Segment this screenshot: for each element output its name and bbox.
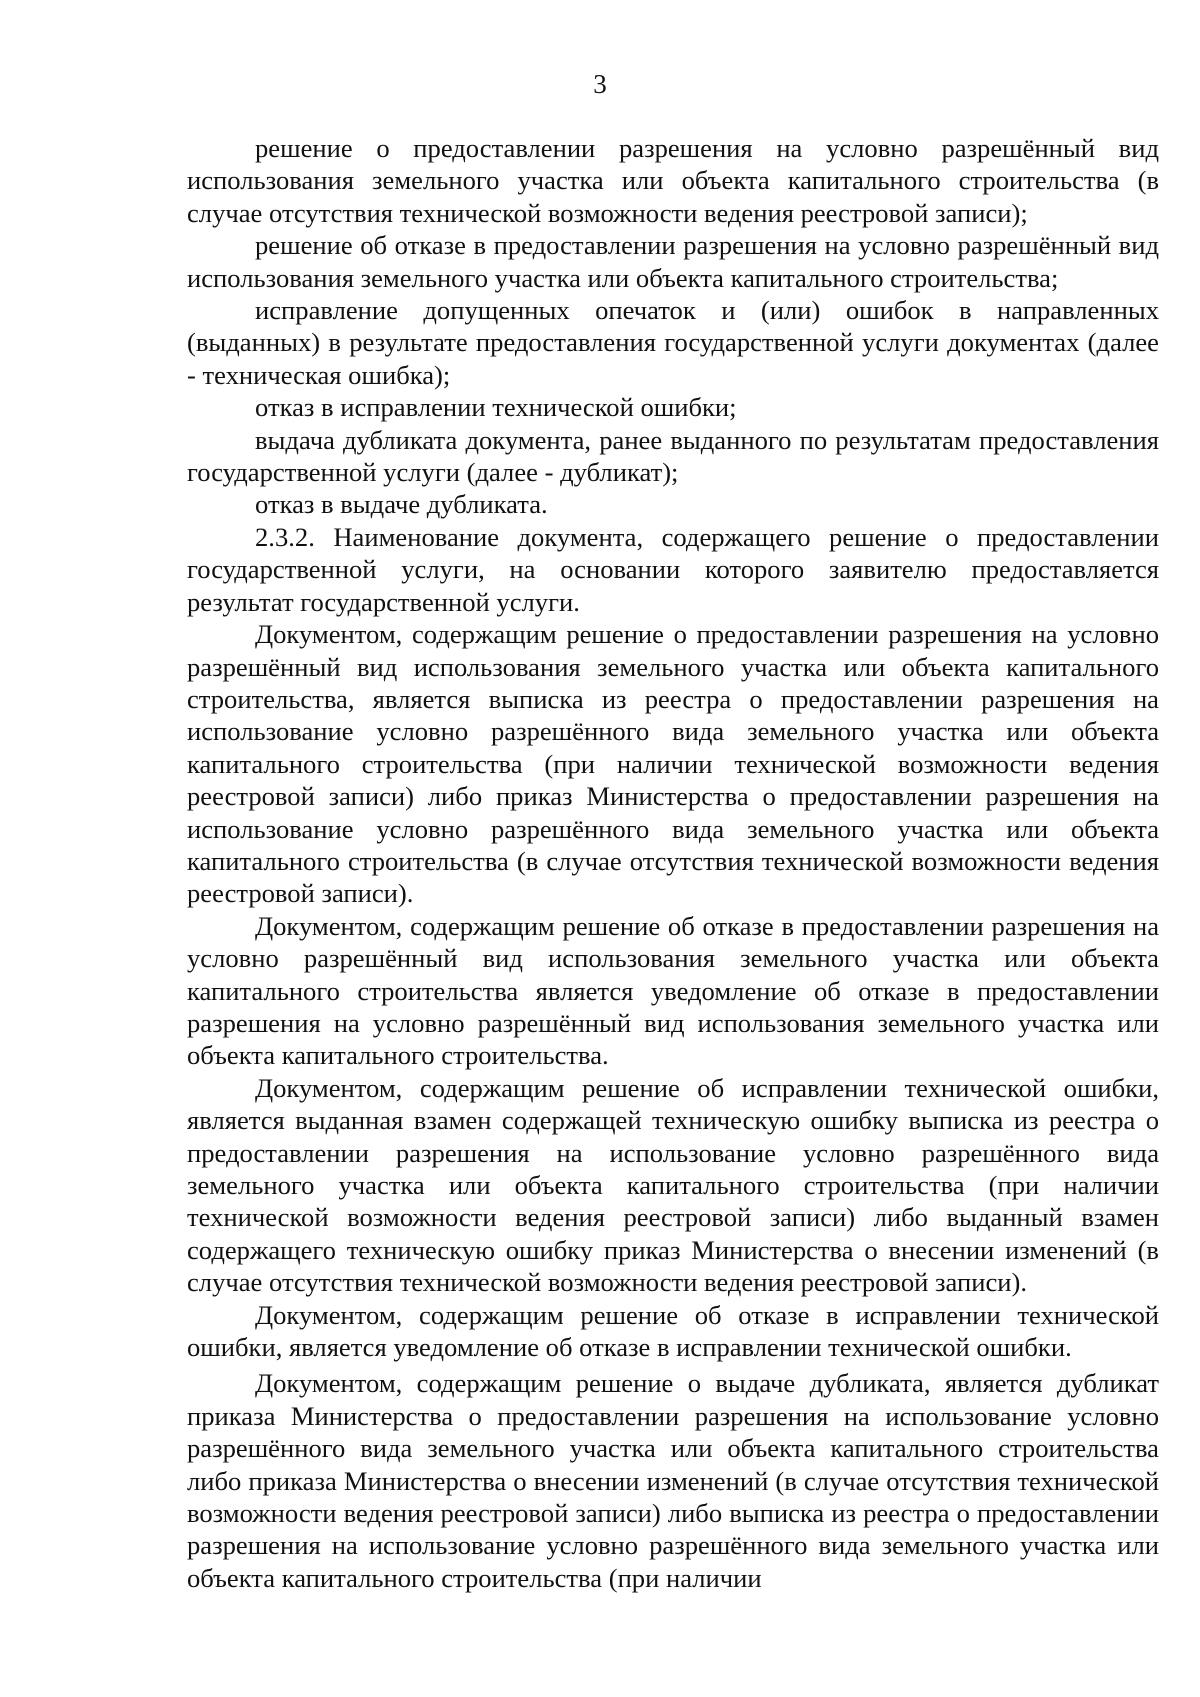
page-number: 3 — [593, 69, 607, 99]
paragraph-error-correction: исправление допущенных опечаток и (или) ошибок в направленных (выданных) в результате предоставления государственной услуги документах (далее - техническая ошибка); — [187, 295, 1159, 390]
paragraph-duplicate-issue: выдача дубликата документа, ранее выданного по результатам предоставления государственной услуги (далее - дубликат); — [187, 424, 1159, 488]
paragraph-correction-refusal-document: Документом, содержащим решение об отказе в исправлении технической ошибки, является уведомление об отказе в исправлении технической ошибки. — [187, 1299, 1159, 1363]
paragraph-error-correction-refusal: отказ в исправлении технической ошибки; — [255, 392, 737, 423]
document-body — [187, 132, 1159, 1594]
paragraph-section-2-3-2: 2.3.2. Наименование документа, содержащего решение о предоставлении государственной услуги, на основании которого заявителю предоставляется результат государственной услуги. — [187, 521, 1159, 617]
paragraph-decision-refusal: решение об отказе в предоставлении разрешения на условно разрешённый вид использования земельного участка или объекта капитального строительства; — [187, 230, 1159, 293]
paragraph-decision-grant: решение о предоставлении разрешения на условно разрешённый вид использования земельного участка или объекта капитального строительства (в случае отсутствия технической возможности ведения реестровой записи); — [187, 133, 1159, 228]
paragraph-refusal-document: Документом, содержащим решение об отказе в предоставлении разрешения на условно разрешённый вид использования земельного участка или объекта капитального строительства является уведомление об отказе в предоставлении разрешения на условно разрешённый вид использования земельного участка или объекта капитального строительства. — [187, 910, 1159, 1071]
paragraph-grant-document: Документом, содержащим решение о предоставлении разрешения на условно разрешённый вид использования земельного участка или объекта капитального строительства, является выписка из реестра о предоставлении разрешения на использование условно разрешённого вида земельного участка или объекта капитального строительства (при наличии технической возможности ведения реестровой записи) либо приказ Министерства о предоставлении разрешения на использование условно разрешённого вида земельного участка или объекта капитального строительства (в случае отсутствия технической возможности ведения реестровой записи). — [187, 619, 1159, 909]
paragraph-duplicate-refusal: отказ в выдаче дубликата. — [255, 489, 548, 520]
paragraph-duplicate-document: Документом, содержащим решение о выдаче дубликата, является дубликат приказа Министерства о предоставлении разрешения на использование условно разрешённого вида земельного участка или объекта капитального строительства либо приказа Министерства о внесении изменений (в случае отсутствия технической возможности ведения реестровой записи) либо выписка из реестра о предоставлении разрешения на использование условно разрешённого вида земельного участка или объекта капитального строительства (при наличии — [187, 1368, 1159, 1593]
paragraph-correction-document: Документом, содержащим решение об исправлении технической ошибки, является выданная взамен содержащей техническую ошибку выписка из реестра о предоставлении разрешения на использование условно разрешённого вида земельного участка или объекта капитального строительства (при наличии технической возможности ведения реестровой записи) либо выданный взамен содержащего техническую ошибку приказ Министерства о внесении изменений (в случае отсутствия технической возможности ведения реестровой записи). — [187, 1072, 1159, 1298]
